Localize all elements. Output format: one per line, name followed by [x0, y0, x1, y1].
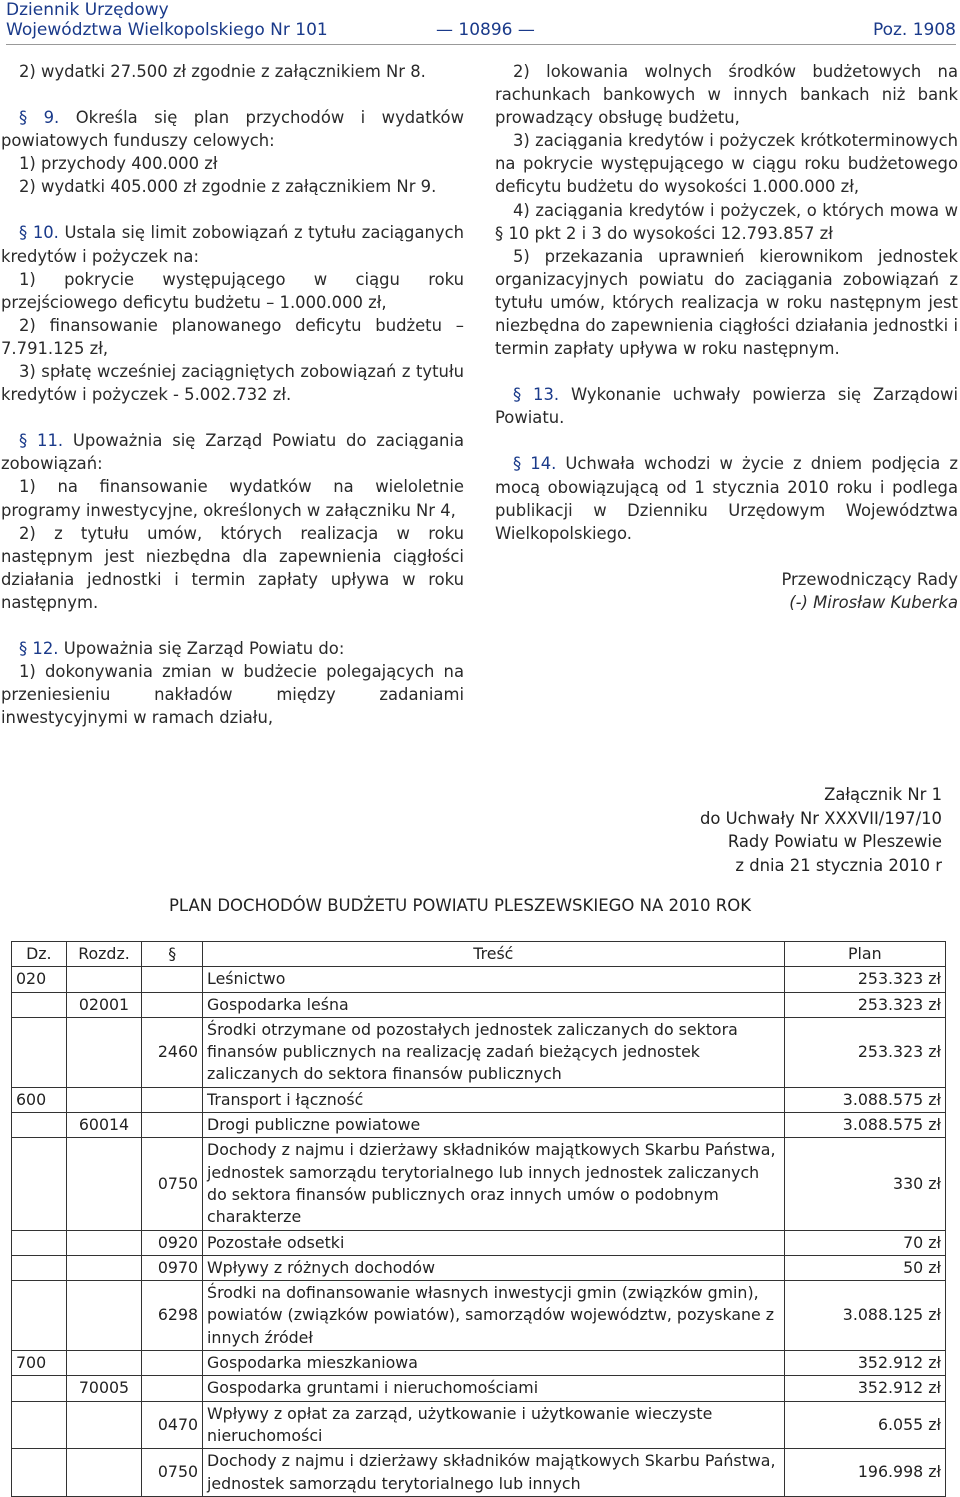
table-row: [12, 992, 946, 1017]
cell-tresc: Dochody z najmu i dzierżawy składników majątkowych Skarbu Państwa, jednostek samorządu terytorialnego lub innych: [203, 1449, 785, 1497]
cell-tresc: Gospodarka mieszkaniowa: [203, 1351, 785, 1376]
attachment-line-3: Rady Powiatu w Pleszewie: [727, 832, 942, 852]
cell-rozdz: 70005: [66, 1376, 142, 1401]
cell-paragraph: [142, 967, 203, 992]
paragraph-text: 2) lokowania wolnych środków budżetowych na rachunkach bankowych w innych bankach niż bank prowadzący obsługę budżetu,: [495, 62, 958, 128]
table-row: [12, 1401, 946, 1449]
journal-title: Dziennik Urzędowy: [6, 0, 169, 20]
header-paragraph: §: [142, 942, 203, 967]
cell-tresc: Drogi publiczne powiatowe: [203, 1113, 785, 1138]
paragraph-text: Uchwała wchodzi w życie z dniem podjęcia z mocą obowiązującą od 1 stycznia 2010 roku i podlega publikacji w Dzienniku Urzędowym Województwa Wielkopolskiego.: [495, 454, 958, 543]
cell-rozdz: [66, 1255, 142, 1280]
cell-plan: 352.912 zł: [784, 1376, 945, 1401]
left-paragraph: [1, 268, 464, 314]
attachment-line-4: z dnia 21 stycznia 2010 r: [735, 855, 942, 875]
paragraph-text: Upoważnia się Zarząd Powiatu do zaciągania zobowiązań:: [1, 431, 464, 474]
table-row: [12, 1087, 946, 1112]
left-paragraph: [1, 314, 464, 360]
right-paragraph: [495, 199, 958, 245]
section-number: § 13.: [513, 385, 560, 405]
paragraph-text: 1) na finansowanie wydatków na wieloletnie programy inwestycyjne, określonych w załączniku Nr 4,: [1, 477, 464, 520]
paragraph-text: 2) wydatki 27.500 zł zgodnie z załącznikiem Nr 8.: [19, 62, 426, 81]
header-divider: [6, 44, 956, 45]
table-row: [12, 967, 946, 992]
cell-plan: 253.323 zł: [784, 1017, 945, 1087]
section-number: § 9.: [19, 108, 60, 128]
left-paragraph: [1, 60, 464, 83]
cell-paragraph: [142, 992, 203, 1017]
right-paragraph: [495, 452, 958, 544]
journal-subtitle: Województwa Wielkopolskiego Nr 101: [6, 20, 328, 40]
cell-rozdz: [66, 1449, 142, 1497]
cell-dz: [12, 1449, 67, 1497]
plan-title: PLAN DOCHODÓW BUDŻETU POWIATU PLESZEWSKIEGO NA 2010 ROK: [168, 896, 752, 915]
cell-rozdz: [66, 1230, 142, 1255]
cell-rozdz: 60014: [66, 1113, 142, 1138]
cell-rozdz: [66, 1401, 142, 1449]
cell-tresc: Środki na dofinansowanie własnych inwestycji gmin (związków gmin), powiatów (związków powiatów), samorządów województw, pozyskane z innych źródeł: [203, 1281, 785, 1351]
cell-plan: 50 zł: [784, 1255, 945, 1280]
left-paragraph: [1, 429, 464, 475]
left-paragraph: [1, 221, 464, 267]
right-paragraphs: [495, 60, 958, 545]
position-number: Poz. 1908: [872, 20, 956, 40]
cell-paragraph: 0750: [142, 1449, 203, 1497]
cell-rozdz: [66, 967, 142, 992]
cell-paragraph: 0750: [142, 1138, 203, 1230]
cell-plan: 352.912 zł: [784, 1351, 945, 1376]
header-plan: Plan: [784, 942, 945, 967]
cell-dz: 700: [12, 1351, 67, 1376]
cell-tresc: Gospodarka gruntami i nieruchomościami: [203, 1376, 785, 1401]
paragraph-text: 2) finansowanie planowanego deficytu budżetu – 7.791.125 zł,: [1, 315, 464, 358]
signature-block: [495, 568, 958, 614]
left-paragraph: [1, 106, 464, 152]
left-paragraph: [1, 175, 464, 198]
right-column: [495, 60, 958, 614]
cell-rozdz: [66, 1351, 142, 1376]
table-row: [12, 1351, 946, 1376]
cell-rozdz: [66, 1281, 142, 1351]
left-paragraph: [1, 152, 464, 175]
cell-paragraph: 6298: [142, 1281, 203, 1351]
cell-paragraph: [142, 1113, 203, 1138]
table-row: [12, 1017, 946, 1087]
table-row: [12, 1255, 946, 1280]
cell-paragraph: [142, 1376, 203, 1401]
cell-plan: 253.323 zł: [784, 967, 945, 992]
paragraph-text: 5) przekazania uprawnień kierownikom jednostek organizacyjnych powiatu do zaciągania zobowiązań z tytułu umów, których realizacja w roku następnym jest niezbędna do zapewnienia ciągłości działania jednostki i termin zapłaty upływa w roku następnym.: [495, 246, 958, 359]
left-paragraph: [1, 475, 464, 521]
table-header-row: [12, 942, 946, 967]
paragraph-text: 3) zaciągania kredytów i pożyczek krótkoterminowych na pokrycie występującego w ciągu roku budżetowego deficytu budżetu do wysokości 1.000.000 zł,: [495, 131, 958, 197]
cell-dz: [12, 1255, 67, 1280]
cell-tresc: Pozostałe odsetki: [203, 1230, 785, 1255]
right-paragraph: [495, 245, 958, 360]
right-paragraph: [495, 60, 958, 129]
cell-tresc: Leśnictwo: [203, 967, 785, 992]
attachment-line-2: do Uchwały Nr XXXVII/197/10: [699, 808, 942, 828]
cell-paragraph: 0920: [142, 1230, 203, 1255]
section-number: § 14.: [513, 454, 557, 474]
section-number: § 10.: [19, 223, 59, 243]
paragraph-text: 1) pokrycie występującego w ciągu roku przejściowego deficytu budżetu – 1.000.000 zł,: [1, 269, 464, 312]
left-paragraph: [1, 360, 464, 406]
left-paragraph: [1, 522, 464, 614]
table-row: [12, 1113, 946, 1138]
cell-dz: [12, 992, 67, 1017]
cell-dz: 020: [12, 967, 67, 992]
table-row: [12, 1281, 946, 1351]
cell-rozdz: 02001: [66, 992, 142, 1017]
signature-title: Przewodniczący Rady: [781, 569, 958, 589]
table-row: [12, 1376, 946, 1401]
paragraph-text: 1) dokonywania zmian w budżecie polegających na przeniesieniu nakładów między zadaniami inwestycyjnymi w ramach działu,: [1, 662, 464, 728]
cell-tresc: Gospodarka leśna: [203, 992, 785, 1017]
income-plan-table: [11, 941, 946, 1497]
table-row: [12, 1230, 946, 1255]
page-number: — 10896 —: [436, 20, 535, 40]
cell-tresc: Wpływy z różnych dochodów: [203, 1255, 785, 1280]
cell-plan: 330 zł: [784, 1138, 945, 1230]
cell-plan: 3.088.575 zł: [784, 1113, 945, 1138]
cell-dz: [12, 1017, 67, 1087]
cell-plan: 70 zł: [784, 1230, 945, 1255]
table-row: [12, 1138, 946, 1230]
cell-rozdz: [66, 1087, 142, 1112]
header-tresc: Treść: [203, 942, 785, 967]
cell-tresc: Dochody z najmu i dzierżawy składników majątkowych Skarbu Państwa, jednostek samorządu terytorialnego lub innych jednostek zaliczanych do sektora finansów publicznych oraz innych umów o podobnym charakterze: [203, 1138, 785, 1230]
paragraph-text: Wykonanie uchwały powierza się Zarządowi Powiatu.: [495, 385, 958, 428]
right-paragraph: [495, 129, 958, 198]
paragraph-text: 2) z tytułu umów, których realizacja w roku następnym jest niezbędna dla zapewnienia ciągłości działania jednostki i termin zapłaty upływa w roku następnym.: [1, 523, 464, 612]
signature-name: (-) Mirosław Kuberka: [789, 592, 958, 612]
cell-dz: [12, 1401, 67, 1449]
paragraph-text: 3) spłatę wcześniej zaciągniętych zobowiązań z tytułu kredytów i pożyczek - 5.002.732 zł.: [1, 362, 464, 405]
cell-plan: 3.088.575 zł: [784, 1087, 945, 1112]
cell-paragraph: [142, 1351, 203, 1376]
cell-paragraph: 0970: [142, 1255, 203, 1280]
cell-dz: [12, 1138, 67, 1230]
cell-plan: 196.998 zł: [784, 1449, 945, 1497]
cell-plan: 6.055 zł: [784, 1401, 945, 1449]
attachment-line-1: Załącznik Nr 1: [824, 785, 942, 804]
paragraph-text: Upoważnia się Zarząd Powiatu do:: [58, 638, 345, 658]
cell-plan: 253.323 zł: [784, 992, 945, 1017]
cell-tresc: Wpływy z opłat za zarząd, użytkowanie i użytkowanie wieczyste nieruchomości: [203, 1401, 785, 1449]
cell-tresc: Transport i łączność: [203, 1087, 785, 1112]
attachment-block: [642, 783, 942, 877]
section-number: § 12.: [19, 638, 59, 658]
cell-paragraph: 2460: [142, 1017, 203, 1087]
header-rozdz: Rozdz.: [66, 942, 142, 967]
table-body: [12, 967, 946, 1497]
cell-paragraph: 0470: [142, 1401, 203, 1449]
paragraph-text: 4) zaciągania kredytów i pożyczek, o których mowa w § 10 pkt 2 i 3 do wysokości 12.793.857 zł: [495, 200, 958, 243]
right-paragraph: [495, 383, 958, 429]
cell-dz: [12, 1376, 67, 1401]
cell-paragraph: [142, 1087, 203, 1112]
left-column: [1, 60, 464, 729]
cell-rozdz: [66, 1017, 142, 1087]
cell-dz: 600: [12, 1087, 67, 1112]
cell-dz: [12, 1230, 67, 1255]
left-paragraph: [1, 637, 464, 660]
paragraph-text: Określa się plan przychodów i wydatków powiatowych funduszy celowych:: [1, 108, 464, 151]
paragraph-text: 1) przychody 400.000 zł: [19, 154, 218, 174]
header-dz: Dz.: [12, 942, 67, 967]
cell-tresc: Środki otrzymane od pozostałych jednostek zaliczanych do sektora finansów publicznych na realizację zadań bieżących jednostek zaliczanych do sektora finansów publicznych: [203, 1017, 785, 1087]
cell-dz: [12, 1113, 67, 1138]
table-row: [12, 1449, 946, 1497]
cell-plan: 3.088.125 zł: [784, 1281, 945, 1351]
cell-rozdz: [66, 1138, 142, 1230]
page-header: [6, 0, 956, 44]
cell-dz: [12, 1281, 67, 1351]
left-paragraph: [1, 660, 464, 729]
paragraph-text: Ustala się limit zobowiązań z tytułu zaciąganych kredytów i pożyczek na:: [1, 223, 464, 266]
section-number: § 11.: [19, 431, 64, 451]
paragraph-text: 2) wydatki 405.000 zł zgodnie z załącznikiem Nr 9.: [19, 177, 437, 197]
